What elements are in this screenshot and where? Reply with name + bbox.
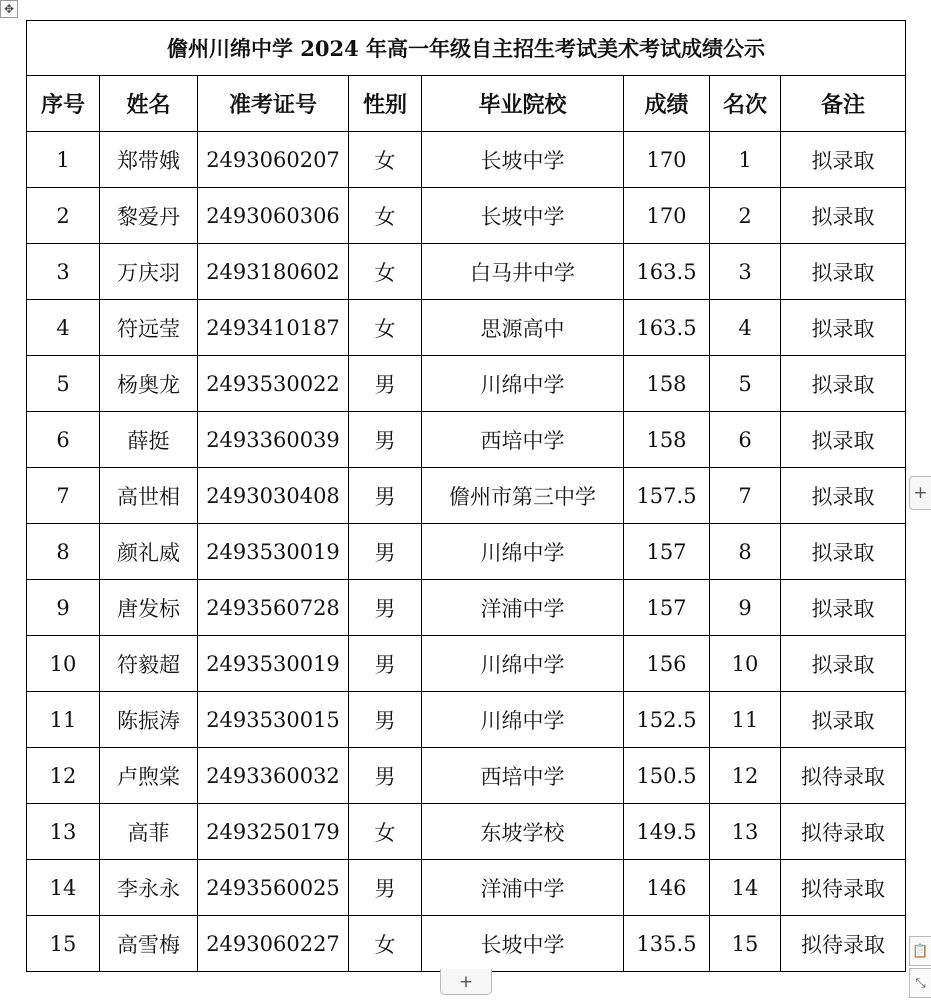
header-col-remark: 备注 (781, 76, 906, 132)
col-index-cell: 5 (27, 356, 100, 412)
col-index-cell: 12 (27, 748, 100, 804)
col-exam-id-cell: 2493360032 (198, 748, 349, 804)
col-score-cell: 146 (624, 860, 710, 916)
col-exam-id-cell: 2493560025 (198, 860, 349, 916)
col-exam-id-cell: 2493410187 (198, 300, 349, 356)
col-rank-cell: 8 (710, 524, 781, 580)
table-row (27, 916, 906, 972)
col-index-cell: 7 (27, 468, 100, 524)
col-name-cell: 杨奥龙 (100, 356, 198, 412)
col-exam-id-cell: 2493560728 (198, 580, 349, 636)
col-rank-cell: 3 (710, 244, 781, 300)
header-col-school: 毕业院校 (422, 76, 624, 132)
col-score-cell: 163.5 (624, 300, 710, 356)
col-score-cell: 156 (624, 636, 710, 692)
col-school-cell: 洋浦中学 (422, 860, 624, 916)
col-index-cell: 11 (27, 692, 100, 748)
col-exam-id-cell: 2493530015 (198, 692, 349, 748)
col-rank-cell: 2 (710, 188, 781, 244)
col-exam-id-cell: 2493530019 (198, 524, 349, 580)
col-remark-cell: 拟待录取 (781, 860, 906, 916)
col-score-cell: 150.5 (624, 748, 710, 804)
col-gender-cell: 女 (349, 804, 422, 860)
col-gender-cell: 女 (349, 188, 422, 244)
col-school-cell: 东坡学校 (422, 804, 624, 860)
col-score-cell: 152.5 (624, 692, 710, 748)
table-row (27, 300, 906, 356)
col-score-cell: 170 (624, 188, 710, 244)
col-remark-cell: 拟录取 (781, 524, 906, 580)
col-school-cell: 长坡中学 (422, 188, 624, 244)
col-rank-cell: 12 (710, 748, 781, 804)
col-exam-id-cell: 2493060227 (198, 916, 349, 972)
col-index-cell: 14 (27, 860, 100, 916)
col-index-cell: 8 (27, 524, 100, 580)
col-gender-cell: 男 (349, 748, 422, 804)
col-gender-cell: 女 (349, 916, 422, 972)
table-title: 儋州川绵中学 2024 年高一年级自主招生考试美术考试成绩公示 (27, 21, 906, 76)
col-remark-cell: 拟待录取 (781, 916, 906, 972)
col-name-cell: 高菲 (100, 804, 198, 860)
col-gender-cell: 男 (349, 580, 422, 636)
col-remark-cell: 拟录取 (781, 244, 906, 300)
table-row (27, 636, 906, 692)
col-school-cell: 长坡中学 (422, 132, 624, 188)
table-body (27, 132, 906, 972)
header-col-rank: 名次 (710, 76, 781, 132)
table-row (27, 692, 906, 748)
table-row (27, 468, 906, 524)
col-exam-id-cell: 2493180602 (198, 244, 349, 300)
col-name-cell: 李永永 (100, 860, 198, 916)
col-school-cell: 川绵中学 (422, 692, 624, 748)
table-row (27, 580, 906, 636)
col-gender-cell: 男 (349, 860, 422, 916)
col-remark-cell: 拟录取 (781, 188, 906, 244)
col-score-cell: 163.5 (624, 244, 710, 300)
table-row (27, 356, 906, 412)
header-col-score: 成绩 (624, 76, 710, 132)
col-score-cell: 149.5 (624, 804, 710, 860)
col-school-cell: 川绵中学 (422, 356, 624, 412)
col-exam-id-cell: 2493530022 (198, 356, 349, 412)
col-gender-cell: 女 (349, 300, 422, 356)
header-col-gender: 性别 (349, 76, 422, 132)
add-row-button[interactable]: + (440, 969, 492, 995)
col-rank-cell: 9 (710, 580, 781, 636)
col-rank-cell: 14 (710, 860, 781, 916)
col-name-cell: 陈振涛 (100, 692, 198, 748)
col-index-cell: 4 (27, 300, 100, 356)
col-gender-cell: 男 (349, 412, 422, 468)
col-gender-cell: 男 (349, 524, 422, 580)
col-name-cell: 卢煦棠 (100, 748, 198, 804)
col-remark-cell: 拟录取 (781, 692, 906, 748)
paste-options-icon[interactable]: 📋 (909, 936, 931, 966)
col-remark-cell: 拟录取 (781, 468, 906, 524)
col-rank-cell: 13 (710, 804, 781, 860)
col-school-cell: 川绵中学 (422, 636, 624, 692)
col-exam-id-cell: 2493060207 (198, 132, 349, 188)
col-index-cell: 13 (27, 804, 100, 860)
col-score-cell: 158 (624, 412, 710, 468)
col-index-cell: 3 (27, 244, 100, 300)
table-row (27, 804, 906, 860)
table-header-row (27, 76, 906, 132)
col-index-cell: 2 (27, 188, 100, 244)
col-name-cell: 高世相 (100, 468, 198, 524)
score-table (26, 20, 906, 972)
table-row (27, 748, 906, 804)
col-index-cell: 10 (27, 636, 100, 692)
col-score-cell: 157 (624, 524, 710, 580)
col-school-cell: 思源高中 (422, 300, 624, 356)
col-remark-cell: 拟录取 (781, 412, 906, 468)
col-school-cell: 长坡中学 (422, 916, 624, 972)
col-school-cell: 洋浦中学 (422, 580, 624, 636)
col-rank-cell: 6 (710, 412, 781, 468)
col-name-cell: 唐发标 (100, 580, 198, 636)
col-rank-cell: 10 (710, 636, 781, 692)
col-name-cell: 颜礼威 (100, 524, 198, 580)
table-row (27, 132, 906, 188)
col-exam-id-cell: 2493060306 (198, 188, 349, 244)
col-score-cell: 135.5 (624, 916, 710, 972)
col-rank-cell: 15 (710, 916, 781, 972)
col-name-cell: 符毅超 (100, 636, 198, 692)
col-score-cell: 157.5 (624, 468, 710, 524)
col-remark-cell: 拟待录取 (781, 748, 906, 804)
col-gender-cell: 男 (349, 636, 422, 692)
col-index-cell: 1 (27, 132, 100, 188)
col-index-cell: 15 (27, 916, 100, 972)
add-column-button[interactable]: + (909, 476, 931, 510)
col-name-cell: 符远莹 (100, 300, 198, 356)
table-row (27, 860, 906, 916)
col-remark-cell: 拟录取 (781, 300, 906, 356)
table-resize-handle[interactable]: ⤡ (909, 968, 931, 998)
col-exam-id-cell: 2493030408 (198, 468, 349, 524)
col-score-cell: 157 (624, 580, 710, 636)
col-score-cell: 158 (624, 356, 710, 412)
col-gender-cell: 男 (349, 356, 422, 412)
col-index-cell: 6 (27, 412, 100, 468)
col-index-cell: 9 (27, 580, 100, 636)
col-exam-id-cell: 2493530019 (198, 636, 349, 692)
col-score-cell: 170 (624, 132, 710, 188)
table-row (27, 244, 906, 300)
col-name-cell: 郑带娥 (100, 132, 198, 188)
col-gender-cell: 男 (349, 468, 422, 524)
col-rank-cell: 5 (710, 356, 781, 412)
col-rank-cell: 7 (710, 468, 781, 524)
col-exam-id-cell: 2493360039 (198, 412, 349, 468)
col-gender-cell: 女 (349, 244, 422, 300)
col-school-cell: 西培中学 (422, 748, 624, 804)
col-remark-cell: 拟录取 (781, 580, 906, 636)
table-row (27, 188, 906, 244)
col-school-cell: 西培中学 (422, 412, 624, 468)
col-rank-cell: 11 (710, 692, 781, 748)
col-name-cell: 薛挺 (100, 412, 198, 468)
col-rank-cell: 4 (710, 300, 781, 356)
col-school-cell: 白马井中学 (422, 244, 624, 300)
col-name-cell: 黎爱丹 (100, 188, 198, 244)
col-remark-cell: 拟录取 (781, 356, 906, 412)
table-move-handle[interactable]: ✥ (0, 0, 18, 18)
header-col-name: 姓名 (100, 76, 198, 132)
col-name-cell: 高雪梅 (100, 916, 198, 972)
col-name-cell: 万庆羽 (100, 244, 198, 300)
col-gender-cell: 女 (349, 132, 422, 188)
header-col-index: 序号 (27, 76, 100, 132)
col-remark-cell: 拟录取 (781, 132, 906, 188)
col-remark-cell: 拟录取 (781, 636, 906, 692)
col-gender-cell: 男 (349, 692, 422, 748)
table-row (27, 412, 906, 468)
col-school-cell: 川绵中学 (422, 524, 624, 580)
col-school-cell: 儋州市第三中学 (422, 468, 624, 524)
table-row (27, 524, 906, 580)
col-rank-cell: 1 (710, 132, 781, 188)
col-remark-cell: 拟待录取 (781, 804, 906, 860)
header-col-exam-id: 准考证号 (198, 76, 349, 132)
col-exam-id-cell: 2493250179 (198, 804, 349, 860)
